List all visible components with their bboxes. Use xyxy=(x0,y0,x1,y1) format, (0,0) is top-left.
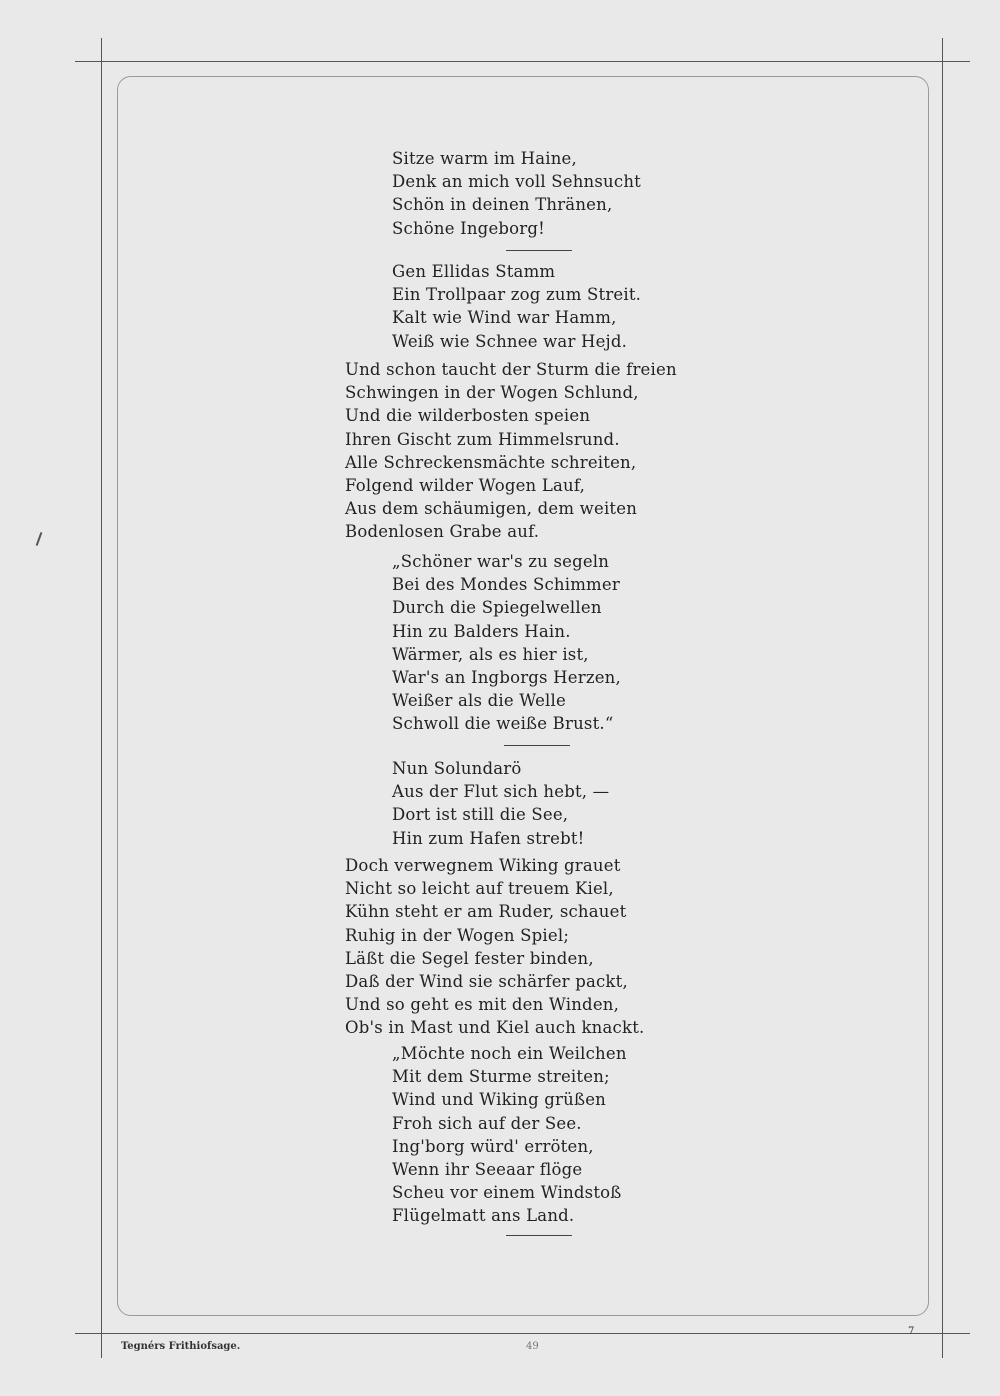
poem-line: Sitze warm im Haine, xyxy=(392,149,577,168)
poem-line: Nun Solundarö xyxy=(392,759,522,778)
poem-line: Gen Ellidas Stamm xyxy=(392,262,556,281)
poem-line: Wärmer, als es hier ist, xyxy=(392,644,589,664)
footer-book-title: Tegnérs Frithiofsage. xyxy=(121,1341,241,1352)
poem-line: Und schon taucht der Sturm die freien xyxy=(345,360,677,379)
poem-line: Schwingen in der Wogen Schlund, xyxy=(345,383,639,403)
poem-line: Daß der Wind sie schärfer packt, xyxy=(345,971,628,991)
poem-line: Hin zum Hafen strebt! xyxy=(392,828,585,848)
poem-line: Kalt wie Wind war Hamm, xyxy=(392,308,617,328)
poem-line: „Möchte noch ein Weilchen xyxy=(392,1044,627,1063)
poem-line: Ing'borg würd' erröten, xyxy=(392,1136,594,1156)
poem-line: Wenn ihr Seeaar flöge xyxy=(392,1159,583,1179)
poem-line: War's an Ingborgs Herzen, xyxy=(392,667,621,687)
stanza-3 xyxy=(345,358,677,544)
section-divider xyxy=(506,250,572,251)
poem-line: Ruhig in der Wogen Spiel; xyxy=(345,925,570,945)
poem-line: Mit dem Sturme streiten; xyxy=(392,1067,610,1087)
crop-line-right xyxy=(942,38,943,1358)
poem-line: Schwoll die weiße Brust.“ xyxy=(392,714,614,734)
poem-line: Läßt die Segel fester binden, xyxy=(345,948,594,968)
section-divider xyxy=(504,745,570,746)
stanza-2 xyxy=(392,260,641,353)
poem-line: Folgend wilder Wogen Lauf, xyxy=(345,475,586,495)
stanza-6 xyxy=(345,854,644,1040)
poem-line: Dort ist still die See, xyxy=(392,805,569,825)
stanza-4 xyxy=(392,550,621,736)
poem-line: Alle Schreckensmächte schreiten, xyxy=(345,452,637,472)
poem-line: Weiß wie Schnee war Hejd. xyxy=(392,331,628,351)
stanza-7 xyxy=(392,1042,627,1228)
crop-line-top xyxy=(75,61,970,62)
poem-line: Ob's in Mast und Kiel auch knackt. xyxy=(345,1018,645,1038)
section-divider xyxy=(506,1235,572,1236)
page-number: 49 xyxy=(526,1341,539,1352)
poem-line: Bodenlosen Grabe auf. xyxy=(345,522,540,542)
poem-line: Denk an mich voll Sehnsucht xyxy=(392,172,641,192)
poem-line: Und so geht es mit den Winden, xyxy=(345,995,620,1015)
poem-line: Bei des Mondes Schimmer xyxy=(392,575,620,595)
poem-line: Kühn steht er am Ruder, schauet xyxy=(345,902,627,922)
stanza-1 xyxy=(392,147,641,240)
poem-line: Froh sich auf der See. xyxy=(392,1113,582,1133)
crop-line-bottom xyxy=(75,1333,970,1334)
margin-mark xyxy=(36,532,43,546)
poem-line: Doch verwegnem Wiking grauet xyxy=(345,856,621,875)
stanza-5 xyxy=(392,757,609,850)
poem-line: Aus der Flut sich hebt, — xyxy=(392,782,610,802)
poem-line: Flügelmatt ans Land. xyxy=(392,1206,575,1226)
poem-line: Und die wilderbosten speien xyxy=(345,406,591,426)
poem-line: Schön in deinen Thränen, xyxy=(392,195,613,215)
poem-line: Wind und Wiking grüßen xyxy=(392,1090,606,1110)
poem-line: Nicht so leicht auf treuem Kiel, xyxy=(345,879,614,899)
poem-line: Aus dem schäumigen, dem weiten xyxy=(345,499,638,519)
poem-line: Durch die Spiegelwellen xyxy=(392,598,602,618)
poem-line: Schöne Ingeborg! xyxy=(392,218,545,238)
crop-line-left xyxy=(101,38,102,1358)
poem-line: Hin zu Balders Hain. xyxy=(392,621,571,641)
signature-mark: 7 xyxy=(908,1326,915,1337)
poem-line: Scheu vor einem Windstoß xyxy=(392,1183,622,1203)
poem-line: Ein Trollpaar zog zum Streit. xyxy=(392,285,642,305)
poem-line: „Schöner war's zu segeln xyxy=(392,552,610,571)
poem-line: Ihren Gischt zum Himmelsrund. xyxy=(345,429,620,449)
poem-line: Weißer als die Welle xyxy=(392,691,566,711)
